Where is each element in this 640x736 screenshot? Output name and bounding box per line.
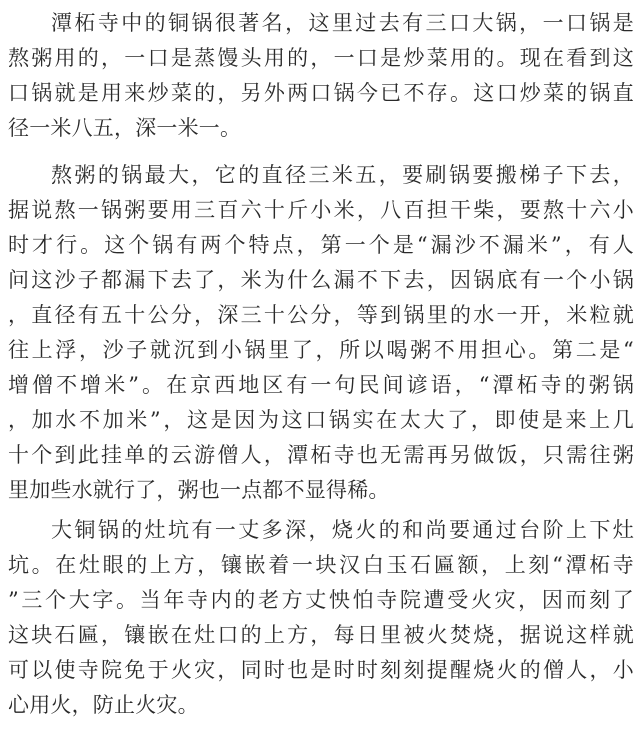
text-line: 据说熬一锅粥要用三百六十斤小米，八百担干柴，要熬十六小	[8, 198, 634, 222]
text-line: 增僧不增米”。在京西地区有一句民间谚语，“潭柘寺的粥锅	[8, 373, 634, 397]
text-line: ”三个大字。当年寺内的老方丈怏怕寺院遭受火灾，因而刻了	[8, 588, 634, 612]
text-line: 口锅就是用来炒菜的，另外两口锅今已不存。这口炒菜的锅直	[8, 81, 634, 105]
text-line: 十个到此挂单的云游僧人，潭柘寺也无需再另做饭，只需往粥	[8, 443, 634, 467]
text-line: 潭柘寺中的铜锅很著名，这里过去有三口大锅，一口锅是	[51, 11, 634, 35]
text-line: 问这沙子都漏下去了，米为什么漏不下去，因锅底有一个小锅	[8, 268, 634, 292]
text-line: ，加水不加米”，这是因为这口锅实在太大了，即使是来上几	[8, 408, 634, 432]
text-line: 心用火，防止火灾。	[8, 693, 199, 717]
text-line: 往上浮，沙子就沉到小锅里了，所以喝粥不用担心。第二是“	[8, 338, 634, 362]
text-line: ，直径有五十公分，深三十公分，等到锅里的水一开，米粒就	[8, 303, 634, 327]
text-line: 可以使寺院免于火灾，同时也是时时刻刻提醒烧火的僧人，小	[8, 658, 634, 682]
text-line: 这块石匾，镶嵌在灶口的上方，每日里被火焚烧，据说这样就	[8, 623, 634, 647]
text-line: 熬粥的锅最大，它的直径三米五，要刷锅要搬梯子下去，	[51, 163, 634, 187]
paragraph-congee-pot	[8, 158, 634, 508]
paragraph-bronze-pots-intro	[8, 6, 634, 146]
text-line: 坑。在灶眼的上方，镶嵌着一块汉白玉石匾额，上刻“潭柘寺	[8, 553, 634, 577]
text-line: 大铜锅的灶坑有一丈多深，烧火的和尚要通过台阶上下灶	[51, 518, 634, 542]
paragraph-stove-pit	[8, 513, 634, 723]
text-line: 径一米八五，深一米一。	[8, 116, 242, 140]
text-line: 熬粥用的，一口是蒸馒头用的，一口是炒菜用的。现在看到这	[8, 46, 634, 70]
text-line: 里加些水就行了，粥也一点都不显得稀。	[8, 478, 390, 502]
text-line: 时才行。这个锅有两个特点，第一个是“漏沙不漏米”，有人	[8, 233, 634, 257]
